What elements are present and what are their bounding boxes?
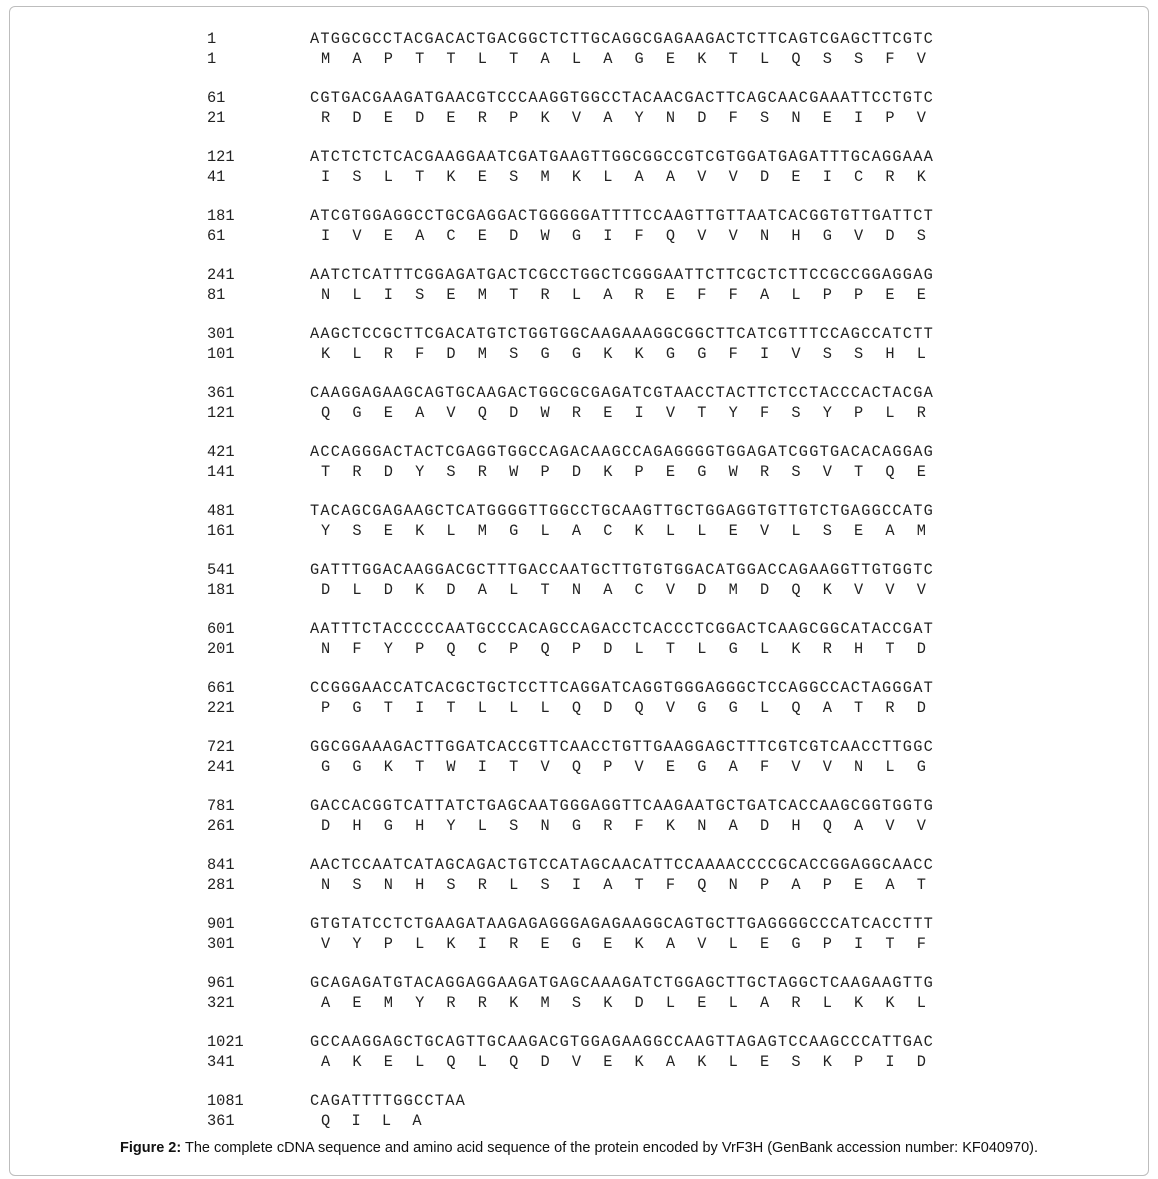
dna-sequence: GATTTGGACAAGGACGCTTTGACCAATGCTTGTGTGGACATGGACCAGAAGGTTGTGGTC bbox=[310, 561, 934, 579]
aa-position: 81 bbox=[207, 286, 226, 304]
dna-position: 901 bbox=[207, 915, 235, 933]
dna-position: 361 bbox=[207, 384, 235, 402]
aa-sequence: N S N H S R L S I A T F Q N P A P E A T bbox=[321, 876, 933, 894]
aa-sequence: G G K T W I T V Q P V E G A F V V N L G bbox=[321, 758, 933, 776]
aa-position: 301 bbox=[207, 935, 235, 953]
aa-position: 261 bbox=[207, 817, 235, 835]
aa-sequence: Q G E A V Q D W R E I V T Y F S Y P L R bbox=[321, 404, 933, 422]
aa-sequence: Q I L A bbox=[321, 1112, 428, 1130]
dna-sequence: AACTCCAATCATAGCAGACTGTCCATAGCAACATTCCAAAACCCCGCACCGGAGGCAACC bbox=[310, 856, 934, 874]
dna-sequence: GTGTATCCTCTGAAGATAAGAGAGGGAGAGAAGGCAGTGCTTGAGGGGCCCATCACCTTT bbox=[310, 915, 934, 933]
dna-position: 1021 bbox=[207, 1033, 244, 1051]
aa-position: 161 bbox=[207, 522, 235, 540]
aa-sequence: I V E A C E D W G I F Q V V N H G V D S bbox=[321, 227, 933, 245]
aa-position: 241 bbox=[207, 758, 235, 776]
aa-sequence: T R D Y S R W P D K P E G W R S V T Q E bbox=[321, 463, 933, 481]
dna-position: 781 bbox=[207, 797, 235, 815]
dna-sequence: CCGGGAACCATCACGCTGCTCCTTCAGGATCAGGTGGGAGGGCTCCAGGCCACTAGGGAT bbox=[310, 679, 934, 697]
dna-sequence: AATTTCTACCCCCAATGCCCACAGCCAGACCTCACCCTCGGACTCAAGCGGCATACCGAT bbox=[310, 620, 934, 638]
dna-position: 601 bbox=[207, 620, 235, 638]
aa-position: 221 bbox=[207, 699, 235, 717]
dna-sequence: ATGGCGCCTACGACACTGACGGCTCTTGCAGGCGAGAAGACTCTTCAGTCGAGCTTCGTC bbox=[310, 30, 934, 48]
aa-sequence: Y S E K L M G L A C K L L E V L S E A M bbox=[321, 522, 933, 540]
dna-position: 1081 bbox=[207, 1092, 244, 1110]
dna-sequence: GACCACGGTCATTATCTGAGCAATGGGAGGTTCAAGAATGCTGATCACCAAGCGGTGGTG bbox=[310, 797, 934, 815]
aa-position: 201 bbox=[207, 640, 235, 658]
dna-position: 721 bbox=[207, 738, 235, 756]
aa-sequence: A K E L Q L Q D V E K A K L E S K P I D bbox=[321, 1053, 933, 1071]
aa-position: 61 bbox=[207, 227, 226, 245]
dna-position: 541 bbox=[207, 561, 235, 579]
aa-position: 361 bbox=[207, 1112, 235, 1130]
aa-sequence: N L I S E M T R L A R E F F A L P P E E bbox=[321, 286, 933, 304]
dna-position: 121 bbox=[207, 148, 235, 166]
aa-sequence: R D E D E R P K V A Y N D F S N E I P V bbox=[321, 109, 933, 127]
aa-position: 21 bbox=[207, 109, 226, 127]
aa-sequence: M A P T T L T A L A G E K T L Q S S F V bbox=[321, 50, 933, 68]
aa-sequence: V Y P L K I R E G E K A V L E G P I T F bbox=[321, 935, 933, 953]
dna-position: 181 bbox=[207, 207, 235, 225]
aa-sequence: D H G H Y L S N G R F K N A D H Q A V V bbox=[321, 817, 933, 835]
dna-sequence: ATCGTGGAGGCCTGCGAGGACTGGGGGATTTTCCAAGTTGTTAATCACGGTGTTGATTCT bbox=[310, 207, 934, 225]
aa-sequence: I S L T K E S M K L A A V V D E I C R K bbox=[321, 168, 933, 186]
aa-position: 121 bbox=[207, 404, 235, 422]
dna-position: 421 bbox=[207, 443, 235, 461]
dna-position: 661 bbox=[207, 679, 235, 697]
dna-sequence: GCCAAGGAGCTGCAGTTGCAAGACGTGGAGAAGGCCAAGTTAGAGTCCAAGCCCATTGAC bbox=[310, 1033, 934, 1051]
aa-position: 281 bbox=[207, 876, 235, 894]
dna-position: 481 bbox=[207, 502, 235, 520]
aa-position: 41 bbox=[207, 168, 226, 186]
aa-position: 181 bbox=[207, 581, 235, 599]
figure-caption bbox=[0, 1140, 1158, 1156]
aa-position: 141 bbox=[207, 463, 235, 481]
dna-position: 1 bbox=[207, 30, 217, 48]
aa-position: 101 bbox=[207, 345, 235, 363]
dna-sequence: GCAGAGATGTACAGGAGGAAGATGAGCAAAGATCTGGAGCTTGCTAGGCTCAAGAAGTTG bbox=[310, 974, 934, 992]
aa-position: 1 bbox=[207, 50, 217, 68]
dna-position: 241 bbox=[207, 266, 235, 284]
dna-position: 841 bbox=[207, 856, 235, 874]
dna-sequence: CGTGACGAAGATGAACGTCCCAAGGTGGCCTACAACGACTTCAGCAACGAAATTCCTGTC bbox=[310, 89, 934, 107]
dna-sequence: AAGCTCCGCTTCGACATGTCTGGTGGCAAGAAAGGCGGCTTCATCGTTTCCAGCCATCTT bbox=[310, 325, 934, 343]
dna-sequence: AATCTCATTTCGGAGATGACTCGCCTGGCTCGGGAATTCTTCGCTCTTCCGCCGGAGGAG bbox=[310, 266, 934, 284]
aa-position: 341 bbox=[207, 1053, 235, 1071]
aa-sequence: N F Y P Q C P Q P D L T L G L K R H T D bbox=[321, 640, 933, 658]
caption-text: The complete cDNA sequence and amino acid sequence of the protein encoded by VrF3H (GenBank accession number: KF040970). bbox=[181, 1140, 1039, 1156]
dna-sequence: CAAGGAGAAGCAGTGCAAGACTGGCGCGAGATCGTAACCTACTTCTCCTACCCACTACGA bbox=[310, 384, 934, 402]
dna-sequence: ATCTCTCTCACGAAGGAATCGATGAAGTTGGCGGCCGTCGTGGATGAGATTTGCAGGAAA bbox=[310, 148, 934, 166]
dna-sequence: GGCGGAAAGACTTGGATCACCGTTCAACCTGTTGAAGGAGCTTTCGTCGTCAACCTTGGC bbox=[310, 738, 934, 756]
aa-sequence: K L R F D M S G G K K G G F I V S S H L bbox=[321, 345, 933, 363]
dna-sequence: ACCAGGGACTACTCGAGGTGGCCAGACAAGCCAGAGGGGTGGAGATCGGTGACACAGGAG bbox=[310, 443, 934, 461]
dna-position: 961 bbox=[207, 974, 235, 992]
aa-sequence: D L D K D A L T N A C V D M D Q K V V V bbox=[321, 581, 933, 599]
dna-position: 61 bbox=[207, 89, 226, 107]
dna-position: 301 bbox=[207, 325, 235, 343]
caption-label: Figure 2: bbox=[119, 1140, 182, 1156]
aa-sequence: A E M Y R R K M S K D L E L A R L K K L bbox=[321, 994, 933, 1012]
aa-position: 321 bbox=[207, 994, 235, 1012]
dna-sequence: TACAGCGAGAAGCTCATGGGGTTGGCCTGCAAGTTGCTGGAGGTGTTGTCTGAGGCCATG bbox=[310, 502, 934, 520]
dna-sequence: CAGATTTTGGCCTAA bbox=[310, 1092, 466, 1110]
aa-sequence: P G T I T L L L Q D Q V G G L Q A T R D bbox=[321, 699, 933, 717]
